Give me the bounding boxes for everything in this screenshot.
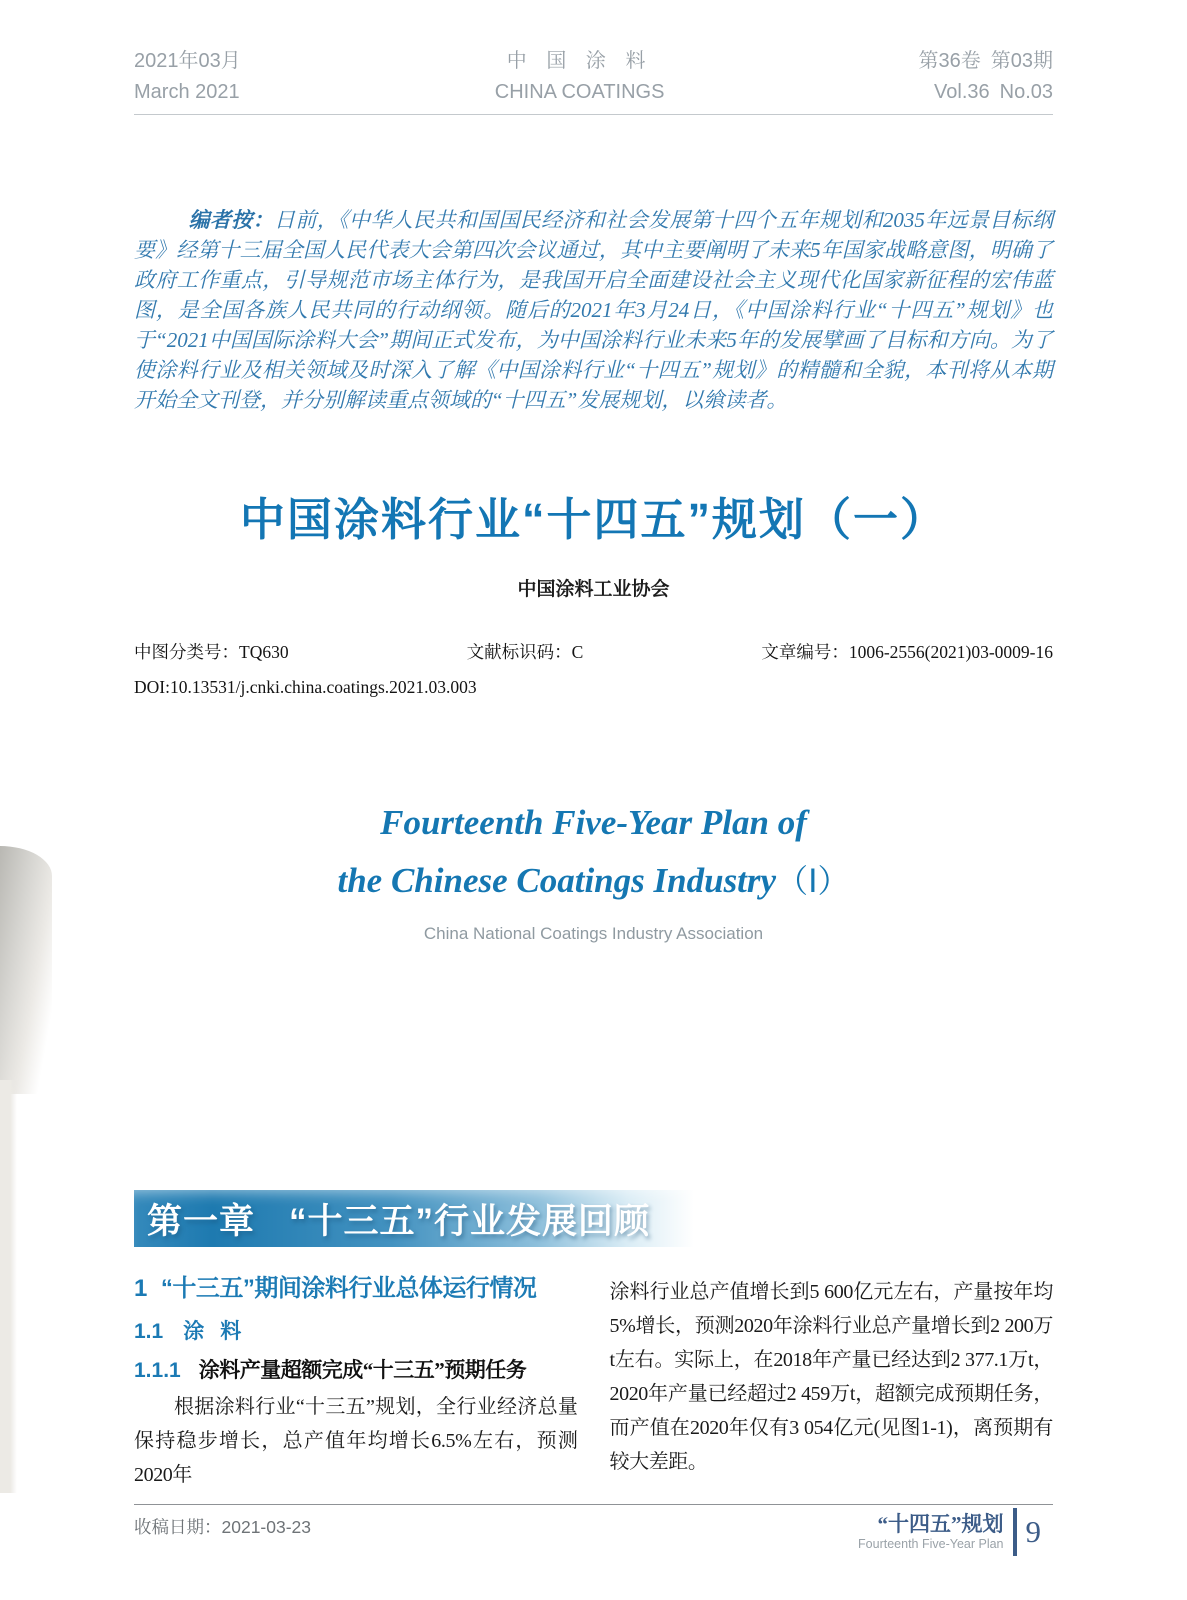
left-column <box>134 1272 578 1492</box>
body-paragraph-right: 涂料行业总产值增长到5 600亿元左右，产量按年均5%增长，预测2020年涂料行业总产量增长到2 200万t左右。实际上，在2018年产量已经达到2 377.1万t，2020年产量已经超过2 459万t，超额完成预期任务，而产值在2020年仅有3 054亿元(见图1-1)，离预期有较大差距。 <box>609 1281 1053 1473</box>
doi: DOI:10.13531/j.cnki.china.coatings.2021.03.003 <box>134 677 477 697</box>
journal-header <box>134 0 1053 115</box>
chapter-number: 第一章 <box>147 1201 256 1241</box>
article-title-en-suffix: （Ⅰ） <box>776 863 850 899</box>
editor-note-body: 日前，《中华人民共和国国民经济和社会发展第十四个五年规划和2035年远景目标纲要》经第十三届全国人民代表大会第四次会议通过，其中主要阐明了未来5年国家战略意图，明确了政府工作重点，引导规范市场主体行为，是我国开启全面建设社会主义现代化国家新征程的宏伟蓝图，是全国各族人民共同的行动纲领。随后的2021年3月24日，《中国涂料行业“十四五”规划》也于“2021中国国际涂料大会”期间正式发布，为中国涂料行业未来5年的发展擘画了目标和方向。为了使涂料行业及相关领域及时深入了解《中国涂料行业“十四五”规划》的精髓和全貌，本刊将从本期开始全文刊登，并分别解读重点领域的“十四五”发展规划，以飨读者。 <box>134 208 1054 412</box>
document-code: 文献标识码：C <box>466 642 584 662</box>
footer-plan-cn: “十四五”规划 <box>877 1511 1004 1536</box>
chapter-banner <box>134 1190 694 1247</box>
header-issue-date <box>134 46 241 108</box>
issue-date-en: March 2021 <box>134 81 240 103</box>
body-paragraph-left: 根据涂料行业“十三五”规划，全行业经济总量保持稳步增长，总产值年均增长6.5%左右，预测2020年 <box>134 1396 578 1486</box>
page-footer <box>858 1508 1041 1556</box>
article-meta-row <box>134 639 1053 664</box>
page-number: 9 <box>1025 1514 1041 1549</box>
right-column <box>610 1272 1054 1492</box>
section-1-1-number: 1.1 <box>134 1320 164 1343</box>
issue-date-cn: 2021年03月 <box>134 50 241 72</box>
footnote-rule <box>134 1504 1053 1505</box>
article-title-en <box>134 794 1053 910</box>
received-date: 收稿日期：2021-03-23 <box>134 1517 312 1537</box>
header-volume-issue <box>919 46 1054 108</box>
journal-name-en: CHINA COATINGS <box>494 81 665 103</box>
volume-issue-cn: 第36卷 第03期 <box>918 50 1053 72</box>
section-1-1-1-title: 涂料产量超额完成“十三五”预期任务 <box>198 1358 527 1382</box>
article-id: 文章编号：1006-2556(2021)03-0009-16 <box>761 642 1053 662</box>
editor-note-lead: 编者按： <box>188 208 275 232</box>
section-1-1-1-number: 1.1.1 <box>134 1359 181 1382</box>
editor-note <box>134 205 1053 415</box>
scan-page-curl-shadow <box>0 846 52 1094</box>
section-1-1-title: 涂料 <box>183 1320 258 1343</box>
chapter-title: “十三五”行业发展回顾 <box>289 1201 651 1241</box>
body-columns <box>134 1272 1053 1492</box>
section-heading-1-1-1 <box>134 1356 578 1385</box>
clc-number: 中图分类号：TQ630 <box>134 642 289 662</box>
section-1-number: 1 <box>134 1275 147 1302</box>
section-heading-1 <box>134 1272 578 1305</box>
article-title-en-line2: the Chinese Coatings Industry（Ⅰ） <box>337 861 850 900</box>
scan-edge-strip <box>0 1080 17 1493</box>
article-title-cn: 中国涂料行业“十四五”规划（一） <box>239 494 947 545</box>
section-heading-1-1 <box>134 1318 578 1345</box>
section-1-title: “十三五”期间涂料行业总体运行情况 <box>160 1275 537 1302</box>
header-journal-name <box>495 46 665 108</box>
affiliation-cn: 中国涂料工业协会 <box>517 579 670 600</box>
volume-issue-en: Vol.36 No.03 <box>934 81 1053 103</box>
journal-name-cn: 中 国 涂 料 <box>506 50 653 72</box>
footer-labels <box>858 1512 1012 1553</box>
article-title-en-line1: Fourteenth Five-Year Plan of <box>380 803 807 842</box>
footer-plan-en: Fourteenth Five-Year Plan <box>858 1536 1004 1551</box>
affiliation-en: China National Coatings Industry Association <box>423 924 764 943</box>
